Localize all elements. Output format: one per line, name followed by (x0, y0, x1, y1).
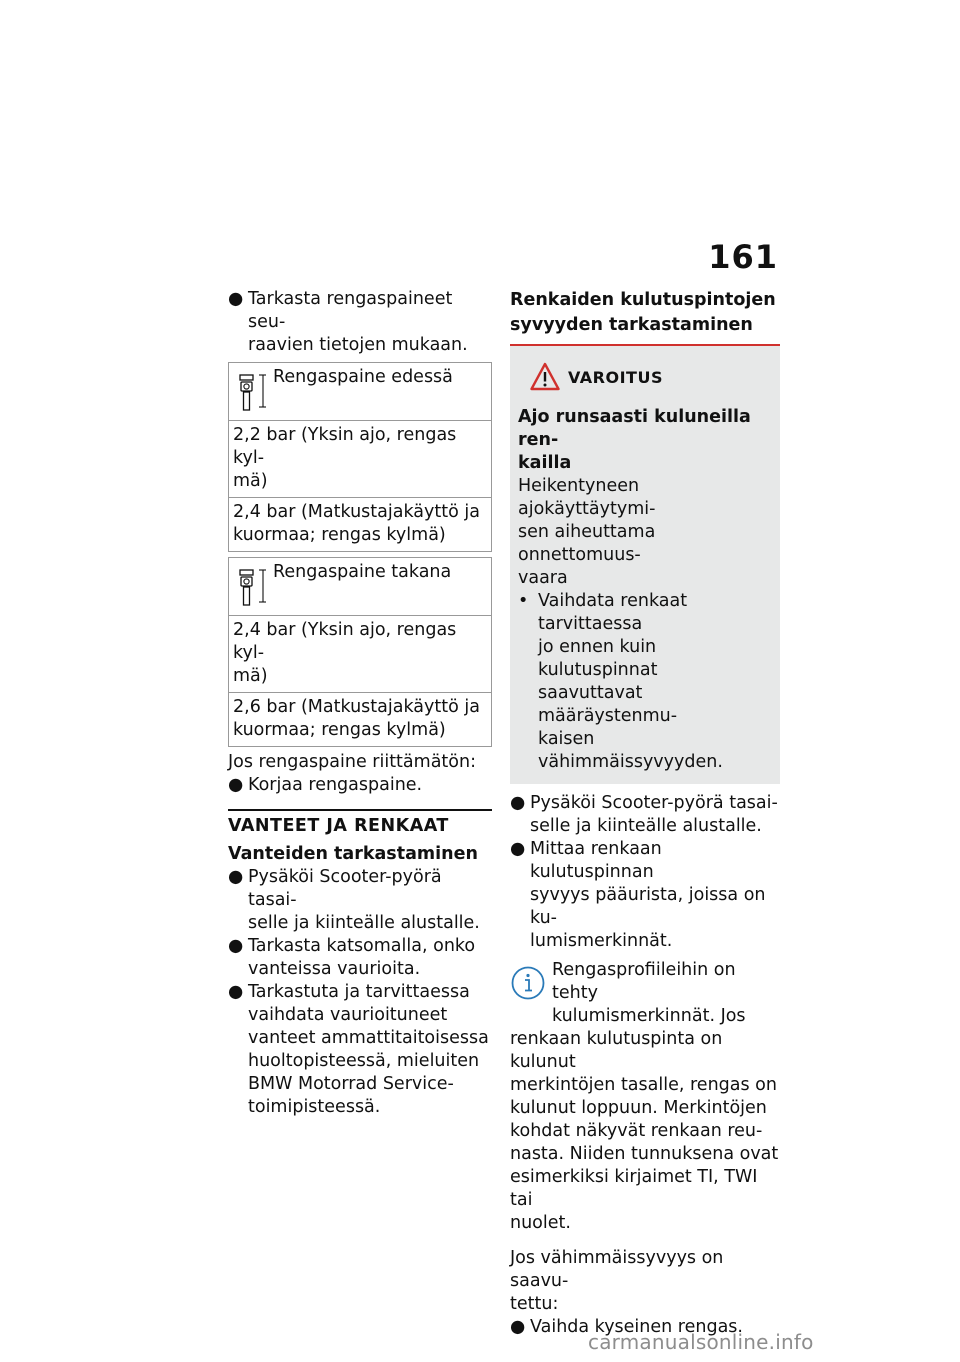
tread-depth-title (510, 288, 780, 338)
info-line: kohdat näkyvät renkaan reu- (510, 1121, 763, 1141)
min-depth-text (510, 1247, 780, 1316)
min-depth-line: Jos vähimmäissyvyys on saavu- (510, 1248, 724, 1291)
bullet-dot: ● (228, 289, 244, 309)
pressure-insufficient-text: Jos rengaspaine riittämätön: (228, 752, 476, 772)
subhead-rim-check: Vanteiden tarkastaminen (228, 844, 478, 864)
front-pressure-label: Rengaspaine edessä (273, 367, 453, 387)
front-pressure-table (228, 362, 492, 552)
tire-pressure-gauge-icon (237, 373, 267, 415)
bullet-line: Vaihda kyseinen rengas. (530, 1317, 743, 1337)
bullet-line: Tarkasta katsomalla, onko (248, 936, 476, 956)
bullet-line: syvyys pääurista, joissa on ku- (530, 885, 766, 928)
bullet-inspect-rims (228, 935, 492, 981)
warning-body-line: sen aiheuttama onnettomuus- (518, 522, 656, 565)
bullet-line: Pysäköi Scooter-pyörä tasai- (530, 793, 778, 813)
info-first-lines (510, 959, 780, 1028)
bullet-line: saavuttavat määräystenmu- (538, 683, 678, 726)
warning-triangle-icon (530, 362, 560, 392)
cell-line: 2,4 bar (Yksin ajo, rengas kyl- (233, 620, 457, 663)
bullet-line: raavien tietojen mukaan. (248, 335, 468, 355)
bullet-line: toimipisteessä. (248, 1097, 381, 1117)
page-number: 161 (708, 238, 778, 276)
right-column (510, 288, 780, 1339)
cell-line: mä) (233, 471, 268, 491)
rear-pressure-loaded (229, 693, 492, 747)
bullet-dot: ● (228, 867, 244, 887)
bullet-line: Vaihdata renkaat tarvittaessa (538, 591, 688, 634)
bullet-dot: ● (228, 982, 244, 1002)
bullet-dot: • (518, 591, 529, 611)
left-column (228, 288, 492, 1119)
info-line: nuolet. (510, 1213, 571, 1233)
bullet-dot: ● (228, 775, 244, 795)
cell-line: mä) (233, 666, 268, 686)
warning-subtitle (518, 406, 772, 475)
bullet-correct-pressure (228, 774, 492, 797)
bullet-measure-depth (510, 838, 780, 953)
info-line: Rengasprofiileihin on tehty (552, 960, 736, 1003)
bullet-line: Mittaa renkaan kulutuspinnan (530, 839, 662, 882)
warning-body-line: vaara (518, 568, 568, 588)
bullet-line: Tarkasta rengaspaineet seu- (248, 289, 453, 332)
bullet-line: jo ennen kuin kulutuspinnat (538, 637, 658, 680)
bullet-line: Tarkastuta ja tarvittaessa (248, 982, 470, 1002)
min-depth-line: tettu: (510, 1294, 559, 1314)
cell-line: 2,6 bar (Matkustajakäyttö ja (233, 697, 480, 717)
rear-pressure-solo (229, 616, 492, 693)
warning-bullet (518, 590, 772, 774)
bullet-dot: ● (510, 839, 526, 859)
bullet-park (228, 866, 492, 935)
info-line: merkintöjen tasalle, rengas on (510, 1075, 777, 1095)
bullet-park-right (510, 792, 780, 838)
warning-body (518, 475, 772, 590)
tire-pressure-gauge-icon (237, 568, 267, 610)
info-line: kulumismerkinnät. Jos (552, 1006, 746, 1026)
bullet-line: huoltopisteessä, mieluiten (248, 1051, 480, 1071)
bullet-line: vaihdata vaurioituneet (248, 1005, 448, 1025)
bullet-dot: ● (510, 1317, 526, 1337)
warning-subtitle-line: Ajo runsaasti kuluneilla ren- (518, 407, 751, 450)
info-note (510, 959, 780, 1235)
section-title: VANTEET JA RENKAAT (228, 809, 492, 839)
bullet-line: lumismerkinnät. (530, 931, 673, 951)
info-line: kulunut loppuun. Merkintöjen (510, 1098, 767, 1118)
rear-pressure-label: Rengaspaine takana (273, 562, 452, 582)
front-pressure-loaded (229, 498, 492, 552)
front-pressure-solo (229, 421, 492, 498)
bullet-dot: ● (510, 793, 526, 813)
cell-line: kuormaa; rengas kylmä) (233, 525, 446, 545)
title-line: syvyyden tarkastaminen (510, 315, 753, 335)
cell-line: kuormaa; rengas kylmä) (233, 720, 446, 740)
watermark: carmanualsonline.info (588, 1330, 814, 1354)
cell-line: 2,2 bar (Yksin ajo, rengas kyl- (233, 425, 457, 468)
rear-pressure-header (229, 558, 492, 616)
bullet-line: vanteet ammattitaitoisessa (248, 1028, 489, 1048)
bullet-line: kaisen vähimmäissyvyyden. (538, 729, 723, 772)
warning-subtitle-line: kailla (518, 453, 572, 473)
bullet-line: selle ja kiinteälle alustalle. (530, 816, 762, 836)
cell-line: 2,4 bar (Matkustajakäyttö ja (233, 502, 480, 522)
warning-header (518, 362, 772, 396)
bullet-dot: ● (228, 936, 244, 956)
bullet-line: vanteissa vaurioita. (248, 959, 421, 979)
info-line: esimerkiksi kirjaimet TI, TWI tai (510, 1167, 758, 1210)
warning-box (510, 344, 780, 784)
info-line: nasta. Niiden tunnuksena ovat (510, 1144, 779, 1164)
bullet-line: Korjaa rengaspaine. (248, 775, 423, 795)
bullet-check-pressure (228, 288, 492, 357)
info-rest (510, 1028, 780, 1235)
warning-label: VAROITUS (568, 368, 663, 387)
warning-body-line: Heikentyneen ajokäyttäytymi- (518, 476, 656, 519)
bullet-service-rims (228, 981, 492, 1119)
rear-pressure-table (228, 557, 492, 747)
bullet-line: BMW Motorrad Service- (248, 1074, 454, 1094)
bullet-line: selle ja kiinteälle alustalle. (248, 913, 480, 933)
bullet-line: Pysäköi Scooter-pyörä tasai- (248, 867, 442, 910)
front-pressure-header (229, 363, 492, 421)
info-line: renkaan kulutuspinta on kulunut (510, 1029, 723, 1072)
title-line: Renkaiden kulutuspintojen (510, 290, 776, 310)
info-icon (510, 965, 546, 1001)
